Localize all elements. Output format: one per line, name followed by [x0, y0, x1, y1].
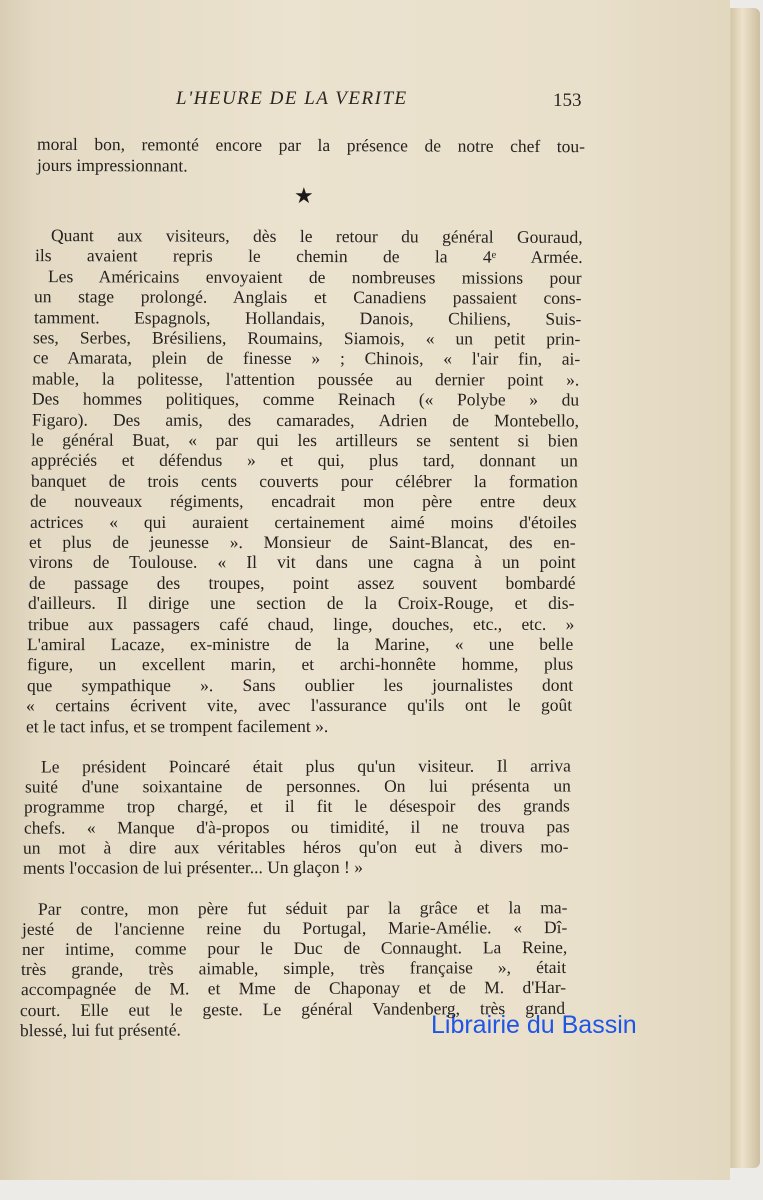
text-line: ments l'occasion de lui présenter... Un glaçon ! » — [23, 856, 364, 878]
text-line: ils avaient repris le chemin de la 4ᵉ Armée. — [34, 245, 583, 268]
text-line: Figaro). Des amis, des camarades, Adrien de Montebello, — [31, 409, 579, 431]
text-line: « certains écrivent vite, avec l'assurance qu'ils ont le goût — [26, 694, 573, 716]
text-line: et le tact infus, et se trompent facilement ». — [25, 715, 329, 736]
text-line: de passage des troupes, point assez souvent bombardé — [28, 572, 576, 593]
text-line: accompagnée de M. et Mme de Chaponay et de M. d'Har- — [20, 977, 566, 1000]
text-line: ce Amarata, plein de finesse » ; Chinois, « l'air fin, ai- — [32, 347, 581, 370]
text-line: jours impressionnant. — [36, 154, 188, 175]
section-separator-star-icon: ★ — [294, 183, 314, 208]
text-line: très grande, très aimable, simple, très française », était — [21, 957, 567, 980]
text-line: Par contre, mon père fut séduit par la grâce et la ma- — [38, 897, 568, 919]
text-line: Les Américains envoyaient de nombreuses missions pour — [48, 265, 583, 288]
text-line: programme trop chargé, et il fit le désespoir des grands — [24, 795, 571, 817]
text-line: virons de Toulouse. « Il vit dans une cagna à un point — [28, 552, 576, 573]
text-line: ner intime, comme pour le Duc de Connaught. La Reine, — [21, 937, 567, 960]
text-line: chefs. « Manque d'à-propos ou timidité, il ne trouva pas — [23, 815, 570, 838]
text-line: jesté de l'ancienne reine du Portugal, Marie-Amélie. « Dî- — [21, 917, 568, 940]
text-line: suité d'une soixantaine de personnes. On lui présenta un — [24, 775, 571, 797]
text-line: banquet de trois cents couverts pour célébrer la formation — [30, 470, 578, 492]
text-line: Le président Poincaré était plus qu'un visiteur. Il arriva — [41, 755, 571, 777]
watermark: Librairie du Bassin — [431, 1011, 637, 1039]
text-line: L'amiral Lacaze, ex-ministre de la Marine, « une belle — [27, 633, 574, 655]
text-line: figure, un excellent marin, et archi-honnête homme, plus — [26, 654, 574, 675]
running-title: L'HEURE DE LA VERITE — [176, 88, 408, 109]
text-line: Quant aux visiteurs, dès le retour du général Gouraud, — [51, 225, 583, 247]
text-line: blessé, lui fut présenté. — [19, 1019, 181, 1040]
page-number: 153 — [553, 90, 582, 111]
text-line: tribue aux passagers café chaud, linge, douches, etc., etc. » — [27, 613, 575, 634]
text-line: court. Elle eut le geste. Le général Vandenberg, très grand — [20, 997, 566, 1020]
text-line: mable, la politesse, l'attention poussée au dernier point ». — [32, 368, 580, 390]
text-line: appréciés et défendus » et qui, plus tard, donnant un — [30, 450, 578, 471]
text-line: et plus de jeunesse ». Monsieur de Saint-Blancat, des en- — [29, 531, 576, 553]
text-line: le général Buat, « par qui les artilleurs se sentent si bien — [31, 429, 579, 451]
text-line: ses, Serbes, Brésiliens, Roumains, Siamois, « un petit prin- — [33, 327, 581, 349]
text-line: moral bon, remonté encore par la présence de notre chef tou- — [36, 133, 586, 157]
text-line: actrices « qui auraient certainement aimé moins d'étoiles — [29, 511, 577, 532]
text-line: que sympathique ». Sans oublier les journalistes dont — [26, 674, 573, 696]
text-line: de nouveaux régiments, encadrait mon père entre deux — [30, 490, 577, 512]
text-line: Des hommes politiques, comme Reinach (« Polybe » du — [32, 388, 580, 410]
text-line: un stage prolongé. Anglais et Canadiens passaient cons- — [34, 286, 582, 308]
text-line: d'ailleurs. Il dirige une section de la Croix-Rouge, et dis- — [28, 593, 575, 614]
text-line: un mot à dire aux véritables héros qu'on eut à divers mo- — [23, 836, 570, 858]
text-line: tamment. Espagnols, Hollandais, Danois, Chiliens, Suis- — [33, 306, 582, 329]
